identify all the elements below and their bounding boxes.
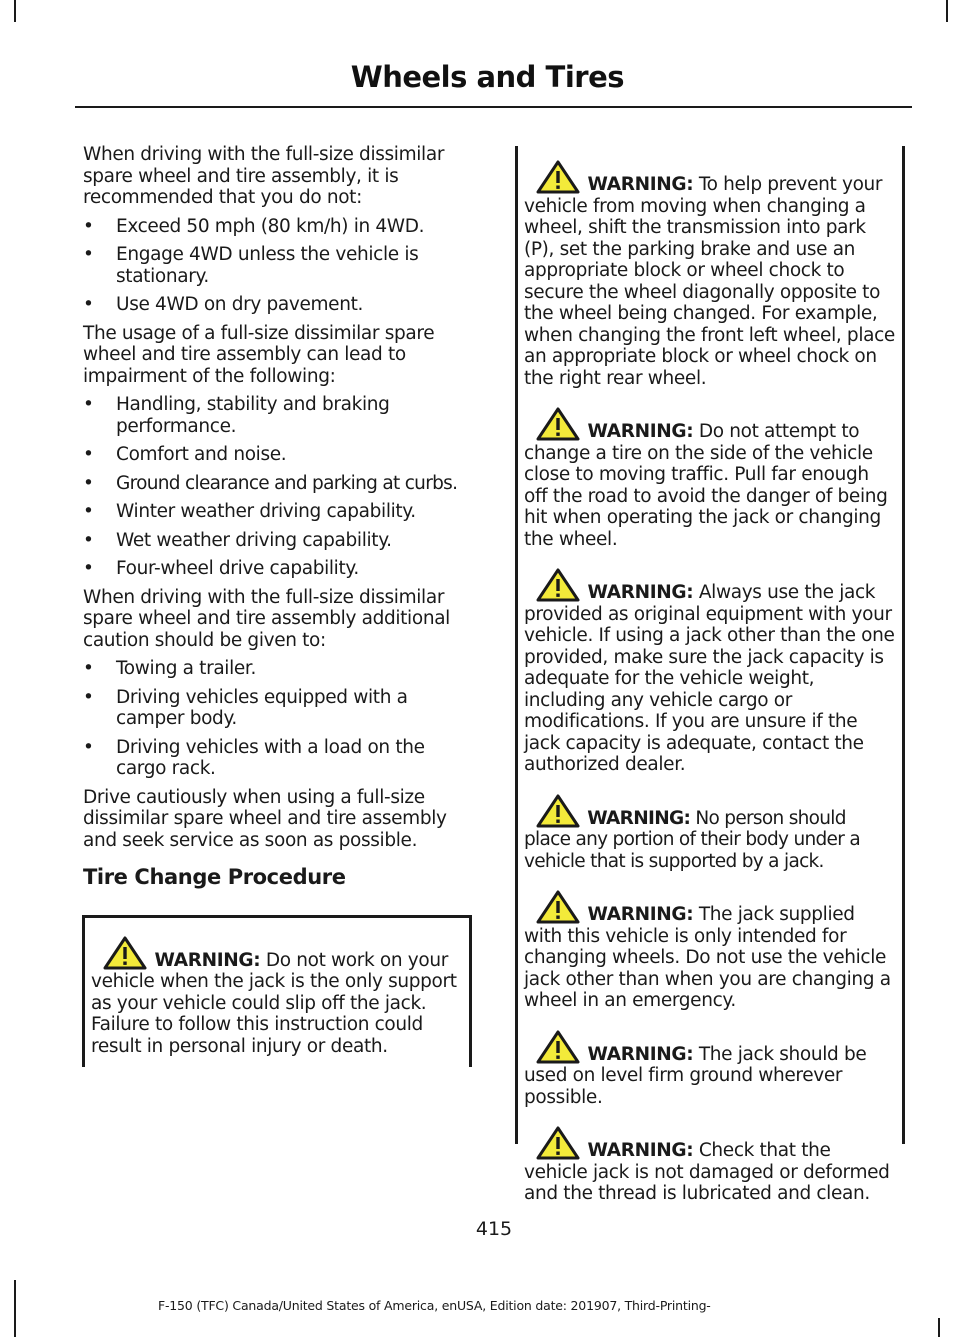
crop-mark-top-left (14, 0, 16, 22)
warning-triangle-icon (536, 407, 580, 441)
list-do-not (83, 216, 478, 316)
warning-text: Do not work on your vehicle when the jack is the only support as your vehicle could slip off the jack. Failure to follow this instruction could result in personal injury or death. (91, 949, 457, 1057)
intro-paragraph-2: The usage of a full-size dissimilar spare wheel and tire assembly can lead to impairment of the following: (83, 322, 435, 387)
warning-text: To help prevent your vehicle from moving when changing a wheel, shift the transmission into park (P), set the parking brake and use an appropriate block or wheel chock to secure the wheel diagonally opposite to the wheel being changed. For example, when changing the front left wheel, place an appropriate block or wheel chock on the right rear wheel. (524, 174, 895, 389)
warning-item (524, 1126, 896, 1205)
left-column (83, 144, 478, 1067)
warning-triangle-icon (103, 936, 147, 970)
warning-triangle-icon (536, 794, 580, 828)
bullet-icon: • (83, 215, 94, 237)
bullet-icon: • (83, 529, 94, 551)
list-impairment (83, 394, 478, 580)
list-item: • Towing a trailer. (83, 658, 257, 679)
warning-item (524, 1030, 896, 1109)
bullet-icon: • (83, 294, 94, 315)
warning-text: The jack supplied with this vehicle is only intended for changing wheels. Do not use the vehicle jack other than when you are changing a wheel in an emergency. (524, 904, 891, 1011)
warning-triangle-icon (536, 1030, 580, 1064)
warning-label: WARNING: (587, 1140, 694, 1161)
warning-triangle-icon (536, 1126, 580, 1160)
warning-label: WARNING: (587, 174, 694, 195)
intro-paragraph-1: When driving with the full-size dissimilar spare wheel and tire assembly, it is recommended that you do not: (83, 144, 445, 208)
list-item: • Wet weather driving capability. (83, 529, 392, 551)
intro-paragraph-3: When driving with the full-size dissimilar spare wheel and tire assembly additional caution should be given to: (83, 586, 450, 651)
warning-box-right (515, 146, 905, 1204)
list-item: • Comfort and noise. (83, 444, 287, 465)
bullet-icon: • (83, 686, 94, 708)
warning-text: No person should place any portion of their body under a vehicle that is supported by a jack. (524, 807, 860, 872)
warning-label: WARNING: (587, 421, 694, 442)
warning-label: WARNING: (587, 582, 694, 603)
list-item: • Handling, stability and braking performance. (83, 394, 390, 437)
bullet-icon: • (83, 658, 94, 679)
warning-item (85, 936, 461, 1058)
warning-item (524, 794, 896, 873)
crop-mark-bottom-left (14, 1280, 16, 1337)
warning-label: WARNING: (587, 807, 691, 829)
bullet-icon: • (83, 501, 94, 522)
crop-mark-bottom-right (938, 1318, 940, 1337)
list-item: • Four-wheel drive capability. (83, 558, 359, 579)
bullet-icon: • (83, 444, 94, 465)
warning-triangle-icon (536, 160, 580, 194)
paragraph-drive-cautiously: Drive cautiously when using a full-size dissimilar spare wheel and tire assembly and seek service as soon as possible. (83, 786, 447, 851)
list-item: • Engage 4WD unless the vehicle is stationary. (83, 244, 419, 287)
warning-item (524, 160, 896, 389)
list-item: • Ground clearance and parking at curbs. (83, 472, 458, 494)
warning-label: WARNING: (587, 1043, 694, 1065)
warning-text: The jack should be used on level firm ground wherever possible. (524, 1043, 867, 1108)
warning-text: Check that the vehicle jack is not damaged or deformed and the thread is lubricated and clean. (524, 1140, 890, 1204)
warning-text: Do not attempt to change a tire on the side of the vehicle close to moving traffic. Pull far enough off the road to avoid the danger of being hit when operating the jack or changing the wheel. (524, 421, 888, 550)
warning-text: Always use the jack provided as original equipment with your vehicle. If using a jack other than the one provided, make sure the jack capacity is adequate for the vehicle weight, including any vehicle cargo or modifications. If you are unsure if the jack capacity is adequate, contact the authorized dealer. (524, 582, 895, 775)
list-item: • Driving vehicles with a load on the cargo rack. (83, 736, 425, 779)
page-title: Wheels and Tires (350, 60, 624, 94)
bullet-icon: • (83, 244, 94, 265)
bullet-icon: • (83, 736, 94, 758)
warning-triangle-icon (536, 568, 580, 602)
bullet-icon: • (83, 394, 94, 415)
warning-box-left (82, 915, 472, 1068)
list-item: • Driving vehicles equipped with a camper body. (83, 686, 408, 729)
crop-mark-top-right (946, 0, 948, 22)
bullet-icon: • (83, 558, 94, 579)
warning-label: WARNING: (154, 949, 261, 971)
warning-item (524, 407, 896, 550)
footer-edition: F-150 (TFC) Canada/United States of America, enUSA, Edition date: 201907, Third-Printing- (158, 1298, 711, 1313)
warning-item (524, 568, 896, 776)
warning-label: WARNING: (587, 904, 694, 925)
warning-triangle-icon (536, 890, 580, 924)
section-heading: Tire Change Procedure (83, 865, 346, 889)
header-rule (75, 106, 912, 108)
list-item: • Use 4WD on dry pavement. (83, 294, 364, 315)
page-number: 415 (475, 1218, 513, 1240)
list-caution (83, 658, 478, 780)
list-item: • Winter weather driving capability. (83, 501, 416, 522)
list-item: • Exceed 50 mph (80 km/h) in 4WD. (83, 215, 425, 237)
bullet-icon: • (83, 472, 94, 494)
warning-item (524, 890, 896, 1012)
